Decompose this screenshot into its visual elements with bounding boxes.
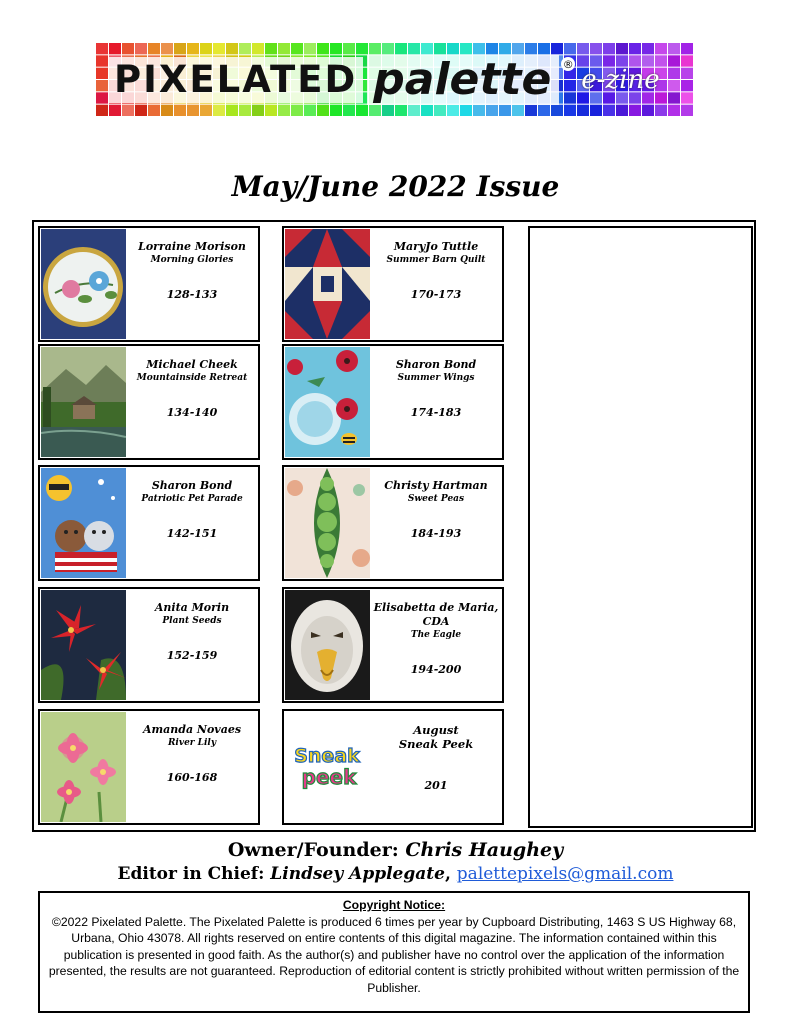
article-card[interactable]	[38, 344, 260, 460]
mosaic-tile	[681, 55, 693, 66]
mosaic-tile	[239, 105, 251, 116]
editor-email-link[interactable]: palettepixels@gmail.com	[456, 864, 674, 884]
article-project: Morning Glories	[150, 255, 234, 265]
eagle-icon	[285, 590, 370, 700]
mosaic-tile	[681, 105, 693, 116]
copyright-title: Copyright Notice:	[342, 898, 446, 912]
mosaic-tile	[499, 43, 511, 54]
mosaic-tile	[174, 43, 186, 54]
mosaic-tile	[668, 68, 680, 79]
mosaic-tile	[239, 43, 251, 54]
mosaic-tile	[603, 105, 615, 116]
mosaic-tile	[265, 43, 277, 54]
mosaic-tile	[603, 43, 615, 54]
article-card[interactable]	[282, 344, 504, 460]
mosaic-tile	[642, 105, 654, 116]
mosaic-tile	[161, 43, 173, 54]
mosaic-tile	[668, 55, 680, 66]
mosaic-tile	[109, 43, 121, 54]
mosaic-tile	[382, 105, 394, 116]
article-project: Summer Wings	[397, 373, 475, 383]
mosaic-tile	[629, 105, 641, 116]
mosaic-tile	[96, 68, 108, 79]
article-author: Elisabetta de Maria, CDA	[373, 601, 499, 628]
mosaic-tile	[590, 105, 602, 116]
owner-founder-line	[0, 839, 791, 861]
mosaic-tile	[395, 105, 407, 116]
article-pages: 201	[424, 779, 448, 792]
mosaic-tile	[564, 43, 576, 54]
mosaic-tile	[681, 92, 693, 103]
brand-palette-text: palette	[367, 55, 559, 105]
editor-name: Lindsey Applegate	[270, 864, 445, 884]
article-author: Michael Cheek	[146, 358, 238, 371]
mosaic-tile	[668, 105, 680, 116]
mosaic-tile	[434, 43, 446, 54]
mosaic-tile	[278, 43, 290, 54]
mosaic-tile	[629, 43, 641, 54]
red-lily-icon	[41, 590, 126, 700]
mosaic-tile	[551, 105, 563, 116]
mosaic-tile	[473, 105, 485, 116]
article-author: Amanda Novaes	[142, 723, 242, 736]
mosaic-tile	[681, 80, 693, 91]
mosaic-tile	[564, 105, 576, 116]
mosaic-tile	[317, 43, 329, 54]
editor-in-chief-line	[0, 864, 791, 884]
article-pages: 170-173	[410, 288, 462, 301]
mosaic-tile	[161, 105, 173, 116]
article-project: Patriotic Pet Parade	[141, 494, 243, 504]
mosaic-tile	[369, 105, 381, 116]
mosaic-tile	[135, 43, 147, 54]
mosaic-tile	[668, 92, 680, 103]
article-project: The Eagle	[410, 630, 462, 640]
mosaic-tile	[96, 55, 108, 66]
sneak-peek-text-2: peek	[301, 765, 357, 789]
mosaic-tile	[447, 105, 459, 116]
mosaic-tile	[330, 43, 342, 54]
article-author: Sharon Bond	[395, 358, 477, 371]
editor-label: Editor in Chief:	[117, 864, 265, 884]
article-project: Mountainside Retreat	[136, 373, 248, 383]
mosaic-tile	[187, 105, 199, 116]
mosaic-tile	[538, 105, 550, 116]
mosaic-tile	[655, 43, 667, 54]
brand-pixelated-text: PIXELATED	[108, 57, 363, 103]
mosaic-tile	[252, 105, 264, 116]
mosaic-tile	[512, 43, 524, 54]
mosaic-tile	[655, 105, 667, 116]
pea-pod-icon	[285, 468, 370, 578]
article-card[interactable]	[38, 587, 260, 703]
mosaic-tile	[148, 43, 160, 54]
mosaic-tile	[187, 43, 199, 54]
article-pages: 142-151	[166, 527, 218, 540]
copyright-body: ©2022 Pixelated Palette. The Pixelated Palette is produced 6 times per year by Cupboard Distributing, 1463 S US Highway 68, Urbana, Ohio 43078. All rights reserved on entire contents of this digital magazine. The information contained within this publication is presented in good faith. As the author(s) and publisher have no control over the application of the information presented, the results are not guaranteed. Reproduction of editorial content is strictly prohibited without written permission of the Publisher.	[48, 914, 740, 995]
article-card[interactable]	[282, 709, 504, 825]
owner-name: Chris Haughey	[405, 839, 564, 861]
mosaic-tile	[408, 105, 420, 116]
mosaic-tile	[512, 105, 524, 116]
mosaic-tile	[252, 43, 264, 54]
mosaic-tile	[291, 105, 303, 116]
mosaic-tile	[317, 105, 329, 116]
mosaic-tile	[642, 43, 654, 54]
mosaic-tile	[265, 105, 277, 116]
mosaic-tile	[408, 43, 420, 54]
mosaic-tile	[200, 43, 212, 54]
article-pages: 152-159	[166, 649, 218, 662]
mosaic-tile	[421, 43, 433, 54]
mosaic-tile	[668, 43, 680, 54]
copyright-notice	[38, 891, 750, 1013]
article-card[interactable]	[282, 465, 504, 581]
blank-side-panel	[528, 226, 753, 828]
mosaic-tile	[226, 105, 238, 116]
mountain-cabin-icon	[41, 347, 126, 457]
mosaic-tile	[616, 105, 628, 116]
mosaic-tile	[460, 105, 472, 116]
article-pages: 160-168	[166, 771, 218, 784]
mosaic-tile	[395, 43, 407, 54]
owner-label: Owner/Founder:	[227, 839, 399, 861]
article-pages: 128-133	[166, 288, 218, 301]
patriotic-pets-icon	[41, 468, 126, 578]
mosaic-tile	[109, 105, 121, 116]
article-project: River Lily	[167, 738, 217, 748]
hummingbird-flowers-icon	[285, 347, 370, 457]
mosaic-tile	[213, 105, 225, 116]
article-pages: 184-193	[410, 527, 462, 540]
mosaic-tile	[304, 43, 316, 54]
issue-title: May/June 2022 Issue	[231, 170, 560, 203]
mosaic-tile	[122, 105, 134, 116]
mosaic-tile	[473, 43, 485, 54]
brand-ezine-text: e-zine	[581, 65, 660, 95]
article-author: August Sneak Peek	[398, 723, 474, 751]
article-pages: 134-140	[166, 406, 218, 419]
mosaic-tile	[434, 105, 446, 116]
mosaic-tile	[486, 43, 498, 54]
morning-glories-plate-icon	[41, 229, 126, 339]
article-card[interactable]	[38, 709, 260, 825]
mosaic-tile	[681, 68, 693, 79]
mosaic-tile	[590, 43, 602, 54]
mosaic-tile	[681, 43, 693, 54]
mosaic-tile	[486, 105, 498, 116]
mosaic-tile	[330, 105, 342, 116]
mosaic-tile	[460, 43, 472, 54]
article-card[interactable]	[38, 465, 260, 581]
mosaic-tile	[538, 43, 550, 54]
brand-wordmark	[108, 55, 660, 105]
mosaic-tile	[343, 105, 355, 116]
article-pages: 194-200	[410, 663, 462, 676]
article-pages: 174-183	[410, 406, 462, 419]
mosaic-tile	[356, 43, 368, 54]
article-project: Plant Seeds	[162, 616, 222, 626]
article-author: Lorraine Morison	[138, 240, 246, 253]
mosaic-tile	[577, 43, 589, 54]
mosaic-tile	[304, 105, 316, 116]
mosaic-tile	[135, 105, 147, 116]
mosaic-tile	[200, 105, 212, 116]
barn-quilt-icon	[285, 229, 370, 339]
mosaic-tile	[525, 105, 537, 116]
mosaic-tile	[148, 105, 160, 116]
mosaic-tile	[278, 105, 290, 116]
mosaic-tile	[96, 43, 108, 54]
mosaic-tile	[122, 43, 134, 54]
sneak-peek-icon	[285, 712, 370, 822]
editor-separator: ,	[444, 864, 451, 884]
mosaic-tile	[499, 105, 511, 116]
article-author: Sharon Bond	[151, 479, 233, 492]
mosaic-tile	[343, 43, 355, 54]
mosaic-tile	[668, 80, 680, 91]
registered-mark: ®	[562, 57, 574, 71]
sneak-peek-text-1: Sneak	[294, 745, 360, 767]
mosaic-tile	[382, 43, 394, 54]
mosaic-tile	[356, 105, 368, 116]
mosaic-tile	[174, 105, 186, 116]
article-author: Christy Hartman	[384, 479, 488, 492]
mosaic-tile	[96, 80, 108, 91]
mosaic-tile	[226, 43, 238, 54]
article-project: Sweet Peas	[407, 494, 465, 504]
mosaic-tile	[369, 43, 381, 54]
ezine-banner-logo	[96, 43, 694, 117]
mosaic-tile	[291, 43, 303, 54]
mosaic-tile	[616, 43, 628, 54]
article-project: Summer Barn Quilt	[386, 255, 486, 265]
mosaic-tile	[525, 43, 537, 54]
mosaic-tile	[96, 105, 108, 116]
article-card[interactable]	[38, 226, 260, 342]
article-card[interactable]	[282, 226, 504, 342]
article-card[interactable]	[282, 587, 504, 703]
mosaic-tile	[577, 105, 589, 116]
mosaic-tile	[213, 43, 225, 54]
article-author: MaryJo Tuttle	[393, 240, 479, 253]
mosaic-tile	[447, 43, 459, 54]
pink-lily-icon	[41, 712, 126, 822]
mosaic-tile	[96, 92, 108, 103]
mosaic-tile	[421, 105, 433, 116]
article-author: Anita Morin	[154, 601, 230, 614]
mosaic-tile	[551, 43, 563, 54]
